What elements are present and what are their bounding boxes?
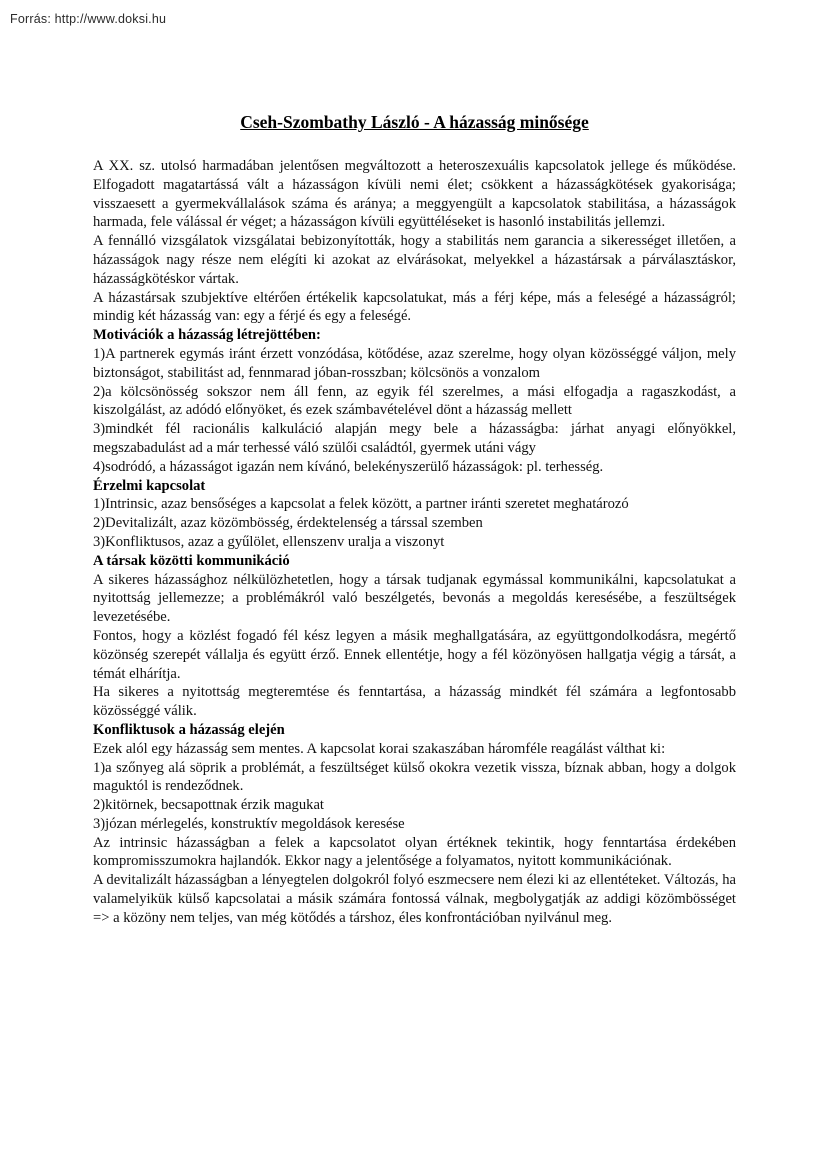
paragraph: 2)a kölcsönösség sokszor nem áll fenn, az egyik fél szerelmes, a mási elfogadja a ragaszkodást, a kiszolgálást, az adódó előnyöket, és ezek számbavételével dönt a házasság mellett [93,383,736,419]
paragraph: 1)A partnerek egymás iránt érzett vonzódása, kötődése, azaz szerelme, hogy olyan közösséggé váljon, mely biztonságot, stabilitást ad, fennmarad jóban-rosszban; kölcsönös a vonzalom [93,345,736,381]
section-heading: Motivációk a házasság létrejöttében: [93,327,321,344]
page-title: Cseh-Szombathy László - A házasság minősége [240,111,589,132]
paragraph: 2)kitörnek, becsapottnak érzik magukat [93,797,324,814]
paragraph: A XX. sz. utolsó harmadában jelentősen megváltozott a heteroszexuális kapcsolatok jellege és működése. Elfogadott magatartássá vált a házasságon kívüli nemi élet; csökkent a házasságkötések gyakorisága; visszaesett a gyermekvállalások száma és aránya; a meggyengült a kapcsolatok stabilitása, a házasságok harmada, fele válással ér véget; a házasságon kívüli együttéléseket is hasonló instabilitás jellemzi. [93,158,736,231]
section-heading: A társak közötti kommunikáció [93,552,290,569]
paragraph: Az intrinsic házasságban a felek a kapcsolatot olyan értéknek tekintik, hogy fenntartása érdekében kompromisszumokra hajlandók. Ekkor nagy a jelentősége a folyamatos, nyitott kommunikációnak. [93,834,736,870]
paragraph: 3)Konfliktusos, azaz a gyűlölet, ellenszenv uralja a viszonyt [93,533,445,550]
paragraph: Ezek alól egy házasság sem mentes. A kapcsolat korai szakaszában háromféle reagálást válthat ki: [93,740,666,757]
source-url-label: Forrás: http://www.doksi.hu [10,12,167,26]
paragraph: A fennálló vizsgálatok vizsgálatai bebizonyították, hogy a stabilitás nem garancia a sikerességet illetően, a házasságok nagy része nem elégíti ki azokat az elvárásokat, melyekkel a házastársak a párválasztáskor, házasságkötéskor vártak. [93,233,736,287]
paragraph: A házastársak szubjektíve eltérően értékelik kapcsolatukat, más a férj képe, más a feleségé a házasságról; mindig két házasság van: egy a férjé és egy a feleségé. [93,289,736,325]
paragraph: Ha sikeres a nyitottság megteremtése és fenntartása, a házasság mindkét fél számára a legfontosabb közösséggé válik. [93,684,736,720]
paragraph: 1)Intrinsic, azaz bensőséges a kapcsolat a felek között, a partner iránti szeretet meghatározó [93,496,629,513]
document-body [93,157,736,928]
section-heading: Érzelmi kapcsolat [93,477,206,494]
paragraph: A sikeres házassághoz nélkülözhetetlen, hogy a társak tudjanak egymással kommunikálni, kapcsolatukat a nyitottság jellemezze; a problémákról való beszélgetés, bevonás a megoldás keresésébe, a feszültségek levezetésébe. [93,571,736,626]
paragraph: 4)sodródó, a házasságot igazán nem kívánó, belekényszerülő házasságok: pl. terhesség. [93,458,604,475]
paragraph: 3)mindkét fél racionális kalkuláció alapján megy bele a házasságba: járhat anyagi előnyökkel, megszabadulást ad a már terhessé váló szülői családtól, gyermek utáni vágy [93,421,736,456]
section-heading: Konfliktusok a házasság elején [93,721,285,738]
paragraph: Fontos, hogy a közlést fogadó fél kész legyen a másik meghallgatására, az együttgondolkodásra, megértő közönség szerepét vállalja és együtt érző. Ennek ellentétje, hogy a fél közönyösen hallgatja végig a társát, a témát elhárítja. [93,627,736,682]
paragraph: 1)a szőnyeg alá söprik a problémát, a feszültséget külső okokra vezetik vissza, bíznak abban, hogy a dolgok maguktól is rendeződnek. [93,759,736,795]
paragraph: 2)Devitalizált, azaz közömbösség, érdektelenség a társsal szemben [93,515,483,532]
paragraph: A devitalizált házasságban a lényegtelen dolgokról folyó eszmecsere nem élezi ki az ellentéteket. Változás, ha valamelyikük külső kapcsolatai a másik számára fontossá válnak, megbolygatják az addigi közömbösséget => a közöny nem teljes, van még kötődés a társhoz, éles konfrontációban nyilvánul meg. [93,872,736,926]
paragraph: 3)józan mérlegelés, konstruktív megoldások keresése [93,815,405,832]
